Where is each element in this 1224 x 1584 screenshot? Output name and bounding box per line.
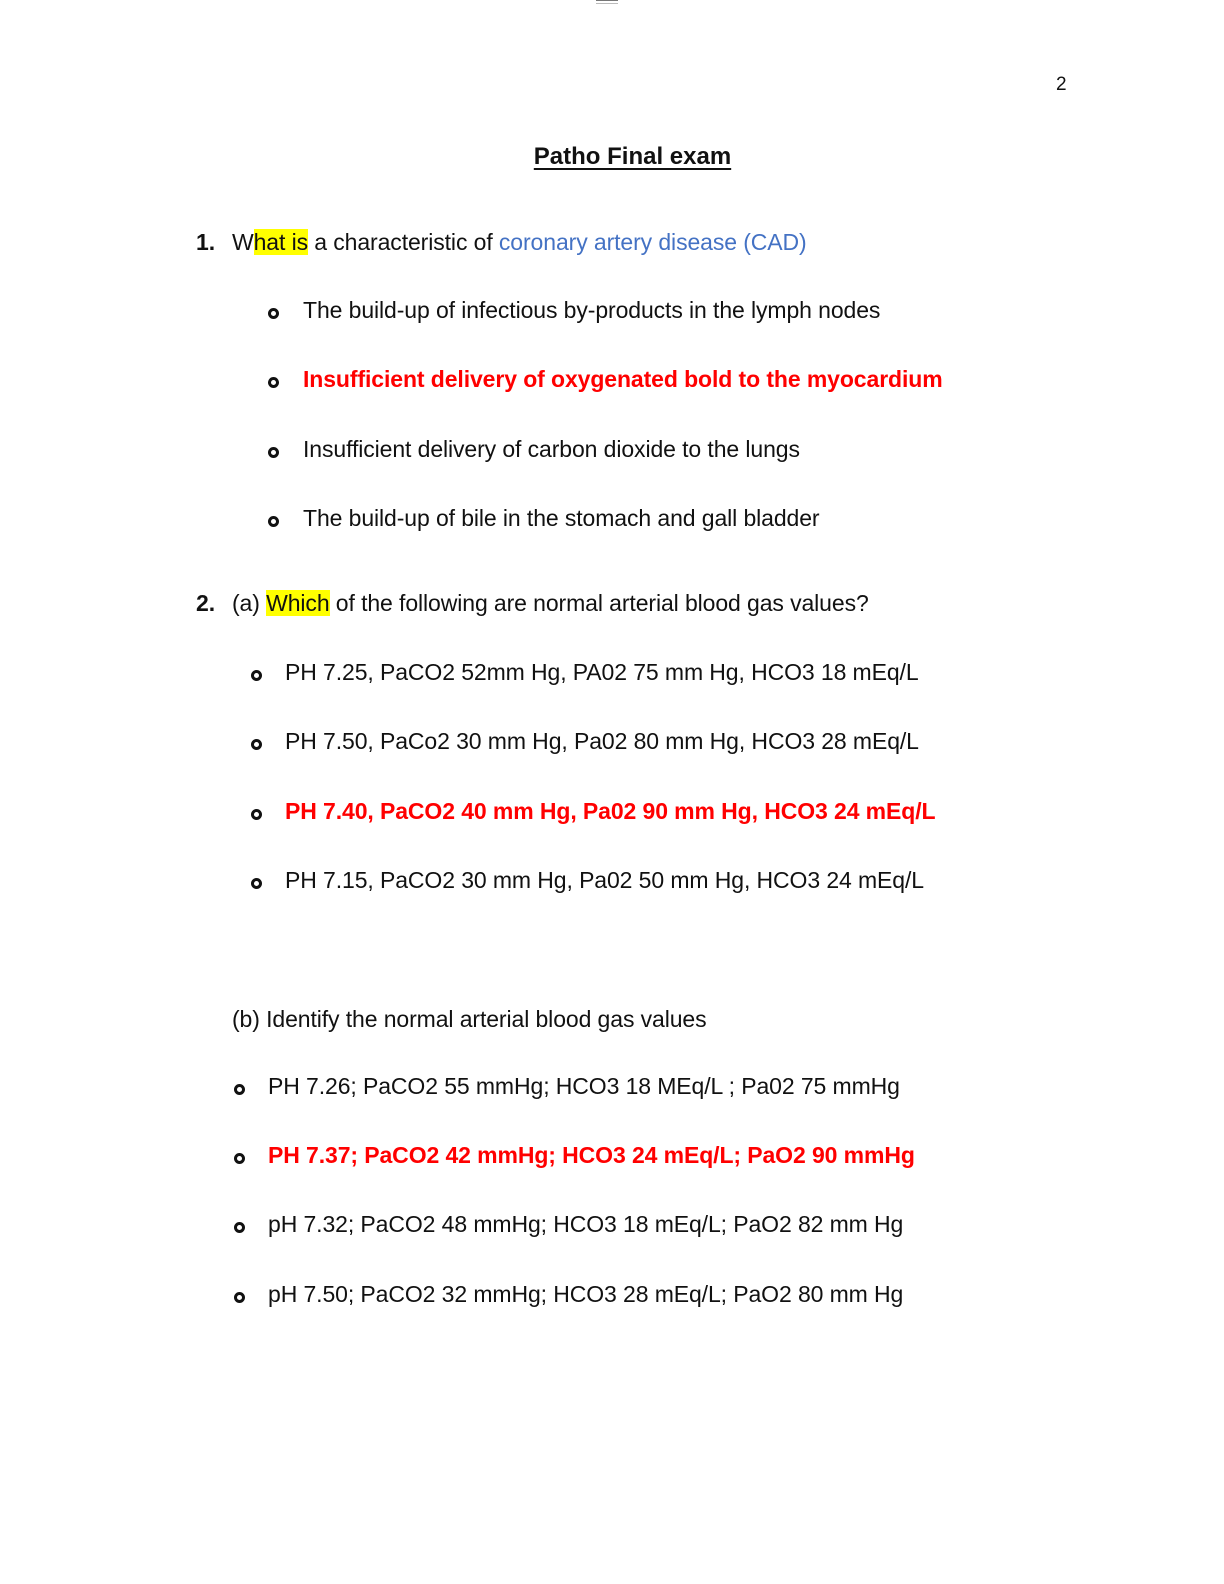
question-1-text-mid: a characteristic of <box>307 229 499 255</box>
q2a-option-4: PH 7.15, PaCO2 30 mm Hg, Pa02 50 mm Hg, HCO3 24 mEq/L <box>285 867 924 893</box>
q2a-option-1: PH 7.25, PaCO2 52mm Hg, PA02 75 mm Hg, HCO3 18 mEq/L <box>285 659 919 685</box>
bullet-icon <box>234 1153 245 1164</box>
q1-option-4: The build-up of bile in the stomach and gall bladder <box>303 505 820 531</box>
question-2b-stem: (b) Identify the normal arterial blood gas values <box>232 1006 707 1032</box>
bullet-icon <box>234 1222 245 1233</box>
q2b-option-2-correct: PH 7.37; PaCO2 42 mmHg; HCO3 24 mEq/L; PaO2 90 mmHg <box>268 1142 915 1168</box>
bullet-icon <box>268 447 279 458</box>
question-2a-stem <box>196 590 869 617</box>
q2a-option-3-correct: PH 7.40, PaCO2 40 mm Hg, Pa02 90 mm Hg, HCO3 24 mEq/L <box>285 798 936 824</box>
page-title <box>0 143 1224 171</box>
bullet-icon <box>234 1292 245 1303</box>
question-2a-text-end: of the following are normal arterial blood gas values? <box>329 590 869 616</box>
page-number: 2 <box>1056 74 1067 95</box>
question-1-topic: coronary artery disease (CAD) <box>498 229 807 255</box>
q1-option-2-correct: Insufficient delivery of oxygenated bold to the myocardium <box>303 366 943 392</box>
q2a-option-2: PH 7.50, PaCo2 30 mm Hg, Pa02 80 mm Hg, HCO3 28 mEq/L <box>285 728 919 754</box>
q1-option-3: Insufficient delivery of carbon dioxide to the lungs <box>303 436 800 462</box>
q1-option-1: The build-up of infectious by-products in the lymph nodes <box>303 297 881 323</box>
bullet-icon <box>251 878 262 889</box>
bullet-icon <box>268 377 279 388</box>
bullet-icon <box>251 739 262 750</box>
q2b-option-3: pH 7.32; PaCO2 48 mmHg; HCO3 18 mEq/L; PaO2 82 mm Hg <box>268 1211 904 1237</box>
header-mark <box>596 0 618 4</box>
question-1-stem <box>196 229 807 256</box>
bullet-icon <box>268 308 279 319</box>
question-2a-highlight: Which <box>266 590 330 616</box>
bullet-icon <box>234 1084 245 1095</box>
bullet-icon <box>251 809 262 820</box>
question-1-highlight: hat is <box>253 229 308 255</box>
bullet-icon <box>251 670 262 681</box>
question-2-number: 2. <box>196 590 215 616</box>
q2b-option-1: PH 7.26; PaCO2 55 mmHg; HCO3 18 MEq/L ; Pa02 75 mmHg <box>268 1073 900 1099</box>
bullet-icon <box>268 516 279 527</box>
q2b-option-4: pH 7.50; PaCO2 32 mmHg; HCO3 28 mEq/L; PaO2 80 mm Hg <box>268 1281 904 1307</box>
question-1-number: 1. <box>196 229 215 255</box>
page-title-text: Patho Final exam <box>533 143 732 170</box>
question-2a-text-start: (a) <box>232 590 267 616</box>
question-1-text-start: W <box>232 229 254 255</box>
